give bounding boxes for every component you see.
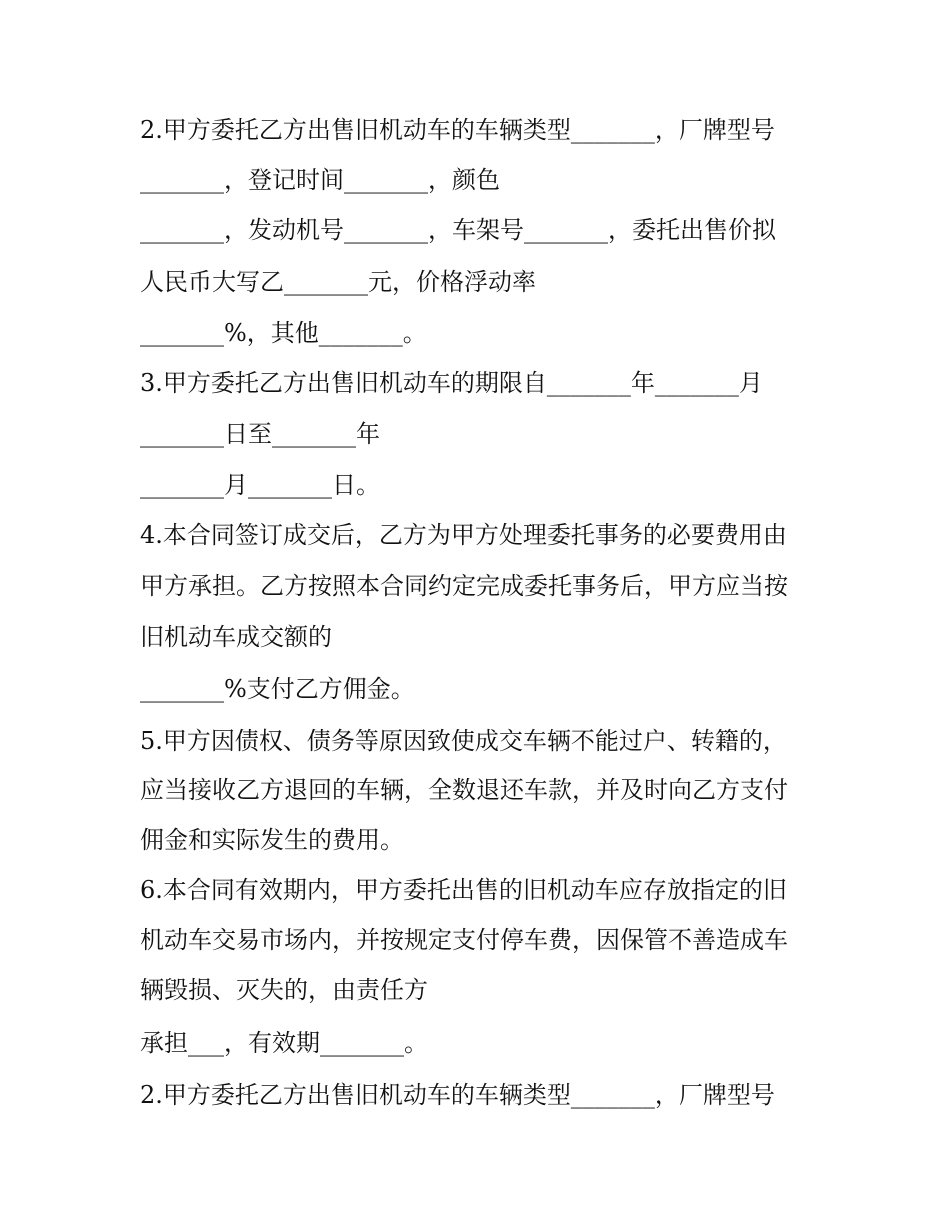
clause-4-line-3: 旧机动车成交额的 — [140, 623, 332, 651]
clause-2-line-1: 2.甲方委托乙方出售旧机动车的车辆类型_______，厂牌型号 — [140, 116, 775, 144]
clause-4-line-2: 甲方承担。乙方按照本合同约定完成委托事务后，甲方应当按 — [140, 572, 788, 600]
clause-5-line-3: 佣金和实际发生的费用。 — [140, 826, 404, 854]
clause-3-line-2: _______日至_______年 — [140, 420, 380, 448]
clause-3-line-1: 3.甲方委托乙方出售旧机动车的期限自_______年_______月 — [140, 369, 763, 397]
clause-2-line-2: _______，登记时间_______，颜色 — [140, 166, 500, 194]
clause-4-line-1: 4.本合同签订成交后，乙方为甲方处理委托事务的必要费用由 — [140, 521, 787, 549]
clause-6-line-3: 辆毁损、灭失的，由责任方 — [140, 976, 428, 1004]
clause-6-line-2: 机动车交易市场内，并按规定支付停车费，因保管不善造成车 — [140, 926, 788, 954]
clause-6-line-1: 6.本合同有效期内，甲方委托出售的旧机动车应存放指定的旧 — [140, 876, 787, 904]
clause-2-line-4: 人民币大写乙_______元，价格浮动率 — [140, 268, 536, 296]
clause-3-line-3: _______月_______日。 — [140, 471, 380, 499]
clause-4-line-4: _______%支付乙方佣金。 — [140, 675, 415, 703]
clause-6-line-4: 承担___，有效期_______。 — [140, 1029, 428, 1057]
clause-2-repeat-line-1: 2.甲方委托乙方出售旧机动车的车辆类型_______，厂牌型号 — [140, 1081, 775, 1109]
clause-2-line-3: _______，发动机号_______，车架号_______，委托出售价拟 — [140, 216, 776, 244]
clause-5-line-2: 应当接收乙方退回的车辆，全数退还车款，并及时向乙方支付 — [140, 776, 788, 804]
clause-2-line-5: _______%，其他_______。 — [140, 319, 427, 347]
clause-5-line-1: 5.甲方因债权、债务等原因致使成交车辆不能过户、转籍的， — [140, 727, 787, 755]
